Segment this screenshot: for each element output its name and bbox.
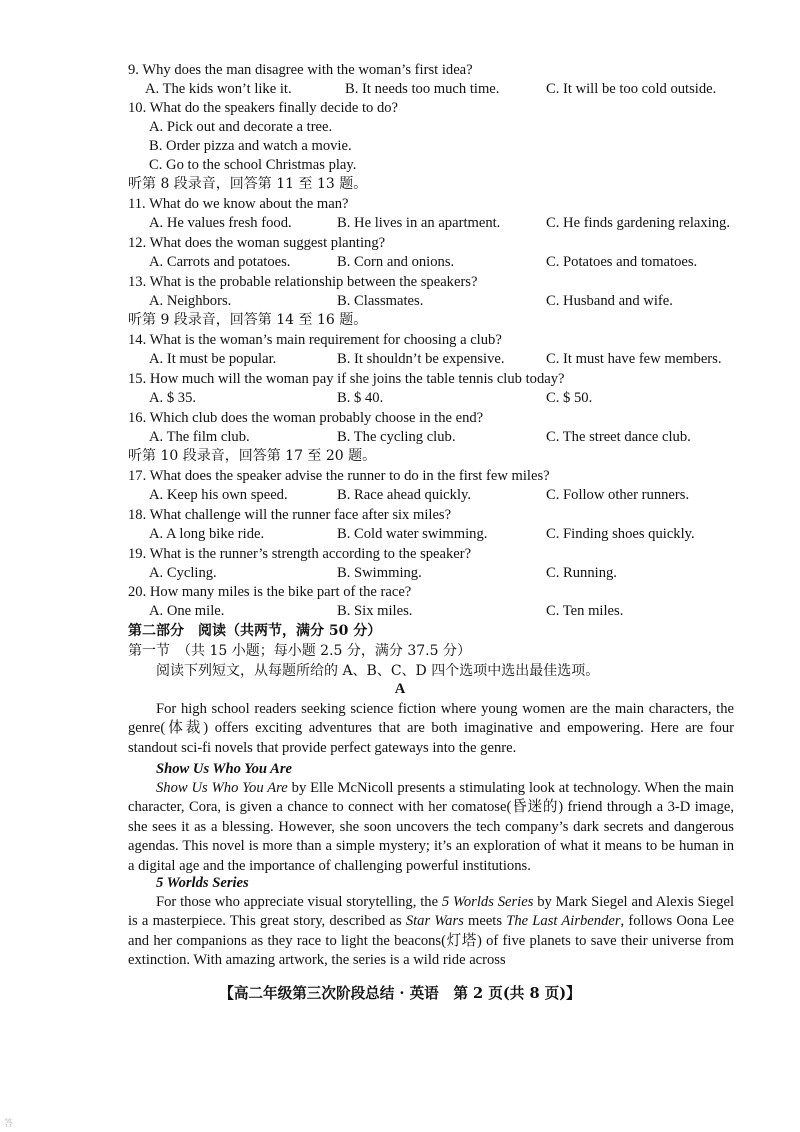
- q13-stem: 13. What is the probable relationship between the speakers?: [128, 274, 478, 290]
- part-2-section-1: 第一节 （共 15 小题；每小题 2.5 分，满分 37.5 分）: [128, 643, 471, 659]
- book-1-text: by Elle McNicoll presents a stimulating look at technology. When the main character, Cora, is given a chance to connect with her comatose(昏迷的) friend through a 3-D image, she sees it as a blessing. However, she soon uncovers the tech company’s dark secrets and dangerous agendas. This novel is more than a simple mystery; it’s an exploration of what it means to be human in a digital age and the importance of challenging powerful institutions.: [128, 780, 735, 874]
- q13-option-c: C. Husband and wife.: [546, 293, 673, 309]
- passage-letter: A: [394, 681, 406, 697]
- book-1-paragraph: [128, 779, 734, 876]
- last-airbender-title: The Last Airbender: [506, 913, 621, 930]
- book-2-paragraph: [128, 893, 734, 971]
- q10-option-a: A. Pick out and decorate a tree.: [149, 119, 333, 135]
- q9-option-b: B. It needs too much time.: [345, 81, 500, 97]
- q19-option-a: A. Cycling.: [149, 565, 217, 581]
- star-wars-title: Star Wars: [405, 913, 464, 930]
- book-2-text-a: For those who appreciate visual storytelling, the: [156, 894, 442, 910]
- q14-option-b: B. It shouldn’t be expensive.: [337, 351, 505, 367]
- section-9-heading: 听第 9 段录音，回答第 14 至 16 题。: [128, 312, 368, 328]
- q20-option-c: C. Ten miles.: [546, 603, 624, 619]
- page-footer: 【高二年级第三次阶段总结 · 英语 第 2 页(共 8 页)】: [219, 985, 581, 1002]
- q19-stem: 19. What is the runner’s strength according to the speaker?: [128, 546, 472, 562]
- book-2-text-c: meets: [463, 913, 507, 930]
- q16-option-b: B. The cycling club.: [337, 429, 456, 445]
- q9-stem: 9. Why does the man disagree with the woman’s first idea?: [128, 62, 473, 78]
- q15-stem: 15. How much will the woman pay if she joins the table tennis club today?: [128, 371, 565, 387]
- part-2-instructions: 阅读下列短文，从每题所给的 A、B、C、D 四个选项中选出最佳选项。: [156, 663, 600, 679]
- part-2-heading: 第二部分 阅读（共两节，满分 50 分）: [128, 623, 382, 639]
- q14-option-a: A. It must be popular.: [149, 351, 277, 367]
- q9-option-c: C. It will be too cold outside.: [546, 81, 717, 97]
- q19-option-c: C. Running.: [546, 565, 617, 581]
- q17-option-b: B. Race ahead quickly.: [337, 487, 471, 503]
- q18-option-b: B. Cold water swimming.: [337, 526, 488, 542]
- book-1-title-inline: Show Us Who You Are: [156, 780, 288, 796]
- q12-option-c: C. Potatoes and tomatoes.: [546, 254, 698, 270]
- section-8-heading: 听第 8 段录音，回答第 11 至 13 题。: [128, 176, 368, 192]
- q15-option-b: B. $ 40.: [337, 390, 384, 406]
- q10-option-b: B. Order pizza and watch a movie.: [149, 138, 352, 154]
- q16-stem: 16. Which club does the woman probably choose in the end?: [128, 410, 484, 426]
- q11-option-b: B. He lives in an apartment.: [337, 215, 501, 231]
- book-2-text-d: , follows Oona Lee and her companions as they race to light the beacons(灯塔) of five planets to save their universe from extinction. With amazing artwork, the series is a wild ride across: [128, 913, 734, 969]
- q10-stem: 10. What do the speakers finally decide to do?: [128, 100, 399, 116]
- q13-option-a: A. Neighbors.: [149, 293, 232, 309]
- q18-option-c: C. Finding shoes quickly.: [546, 526, 695, 542]
- q20-option-b: B. Six miles.: [337, 603, 413, 619]
- q17-option-a: A. Keep his own speed.: [149, 487, 288, 503]
- q11-option-c: C. He finds gardening relaxing.: [546, 215, 730, 231]
- intro-text: For high school readers seeking science fiction where young women are the main characters, the genre(体裁) offers exciting adventures that are both imaginative and empowering. Here are four standout sci-fi novels that provide perfect gateways into the genre.: [128, 701, 734, 756]
- q18-option-a: A. A long bike ride.: [149, 526, 265, 542]
- q18-stem: 18. What challenge will the runner face after six miles?: [128, 507, 452, 523]
- q11-stem: 11. What do we know about the man?: [128, 196, 349, 212]
- q16-option-a: A. The film club.: [149, 429, 250, 445]
- q14-option-c: C. It must have few members.: [546, 351, 722, 367]
- q9-option-a: A. The kids won’t like it.: [145, 81, 292, 97]
- book-2-title-inline: 5 Worlds Series: [441, 894, 534, 910]
- passage-intro-paragraph: [128, 700, 734, 758]
- q16-option-c: C. The street dance club.: [546, 429, 691, 445]
- corner-mark: 答: [4, 1119, 14, 1129]
- q12-stem: 12. What does the woman suggest planting?: [128, 235, 386, 251]
- q14-stem: 14. What is the woman’s main requirement for choosing a club?: [128, 332, 502, 348]
- q13-option-b: B. Classmates.: [337, 293, 424, 309]
- q12-option-b: B. Corn and onions.: [337, 254, 455, 270]
- book-heading-5-worlds-series: 5 Worlds Series: [156, 875, 249, 891]
- section-10-heading: 听第 10 段录音，回答第 17 至 20 题。: [128, 448, 377, 464]
- q17-option-c: C. Follow other runners.: [546, 487, 690, 503]
- q12-option-a: A. Carrots and potatoes.: [149, 254, 291, 270]
- q19-option-b: B. Swimming.: [337, 565, 422, 581]
- q20-stem: 20. How many miles is the bike part of the race?: [128, 584, 412, 600]
- book-2-text-b: by Mark Siegel and Alexis Siegel is a masterpiece. This great story, described as: [128, 894, 734, 930]
- q20-option-a: A. One mile.: [149, 603, 225, 619]
- q10-option-c: C. Go to the school Christmas play.: [149, 157, 357, 173]
- book-heading-show-us-who-you-are: Show Us Who You Are: [156, 761, 292, 777]
- q15-option-a: A. $ 35.: [149, 390, 197, 406]
- q17-stem: 17. What does the speaker advise the runner to do in the first few miles?: [128, 468, 550, 484]
- q11-option-a: A. He values fresh food.: [149, 215, 292, 231]
- q15-option-c: C. $ 50.: [546, 390, 593, 406]
